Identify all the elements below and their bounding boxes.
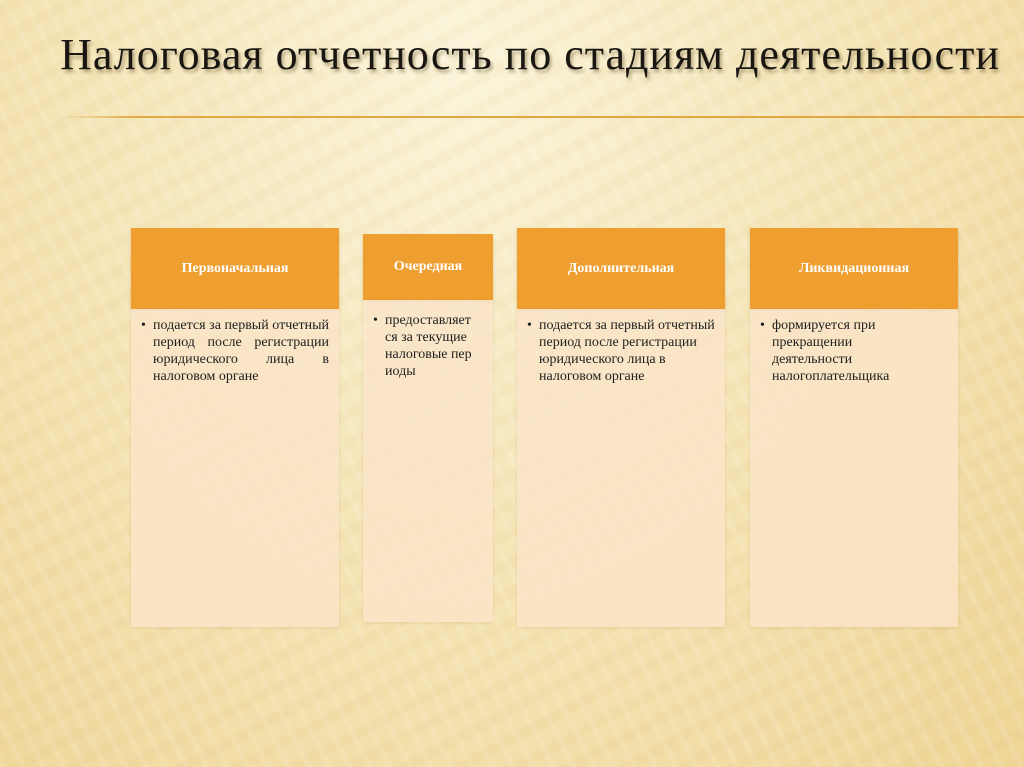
stage-body-initial <box>131 309 339 627</box>
stage-header-initial: Первоначальная <box>131 228 339 309</box>
stage-body-liquidation <box>750 309 958 627</box>
stage-item-liquidation: • формируется при прекращении деятельности налогоплательщика <box>772 317 922 385</box>
stage-item-regular: • предоставляется за текущие налоговые периоды <box>385 312 477 380</box>
stage-body-supplementary <box>517 309 725 627</box>
stage-column-supplementary <box>517 228 725 627</box>
stage-header-regular: Очередная <box>363 234 493 300</box>
stage-column-regular <box>363 234 493 622</box>
stage-body-regular <box>363 300 493 622</box>
stage-column-liquidation <box>750 228 958 627</box>
stage-header-liquidation: Ликвидационная <box>750 228 958 309</box>
stage-header-supplementary: Дополнительная <box>517 228 725 309</box>
stage-column-initial <box>131 228 339 627</box>
slide-title: Налоговая отчетность по стадиям деятельности <box>60 30 1000 79</box>
stage-item-initial: • подается за первый отчетный период после регистрации юридического лица в налоговом органе <box>153 317 329 385</box>
stage-item-supplementary: • подается за первый отчетный период после регистрации юридического лица в налоговом органе <box>539 317 715 385</box>
title-underline <box>60 116 1024 118</box>
